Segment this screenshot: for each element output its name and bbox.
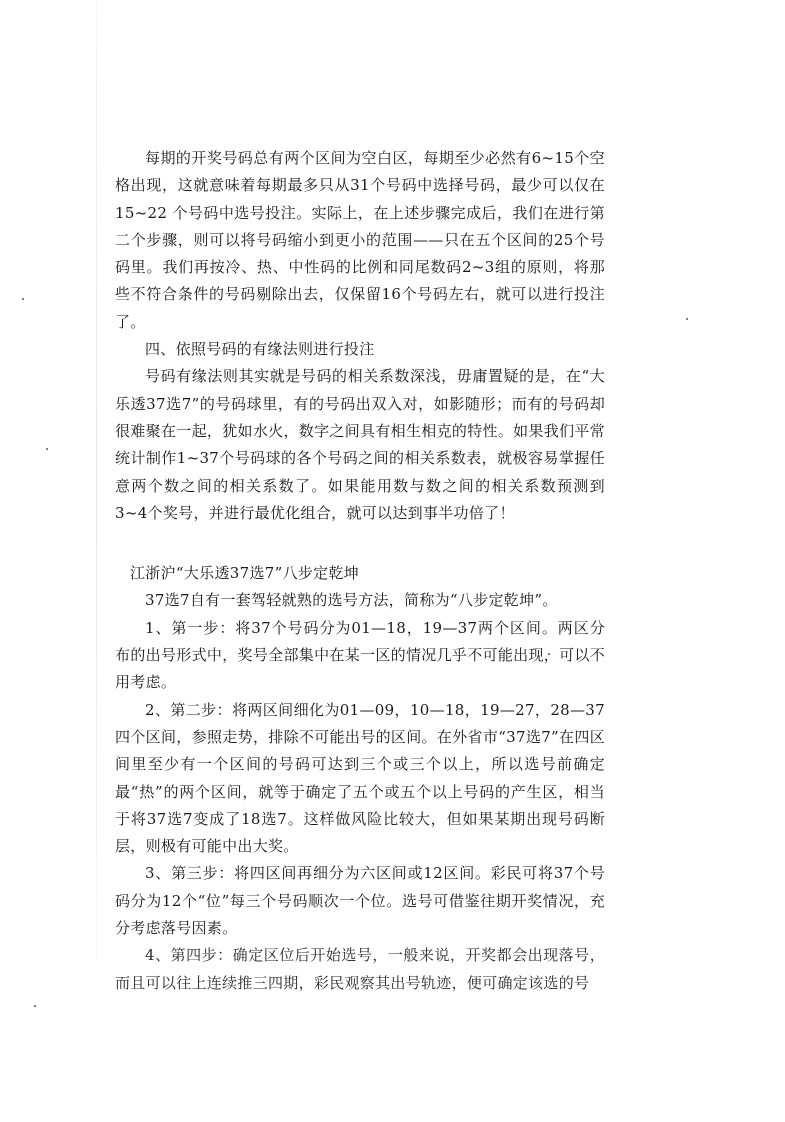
paragraph-affinity-rule: 号码有缘法则其实就是号码的相关系数深浅，毋庸置疑的是，在“大乐透37选7”的号码球里，有的号码出双入对，如影随形；而有的号码却很难聚在一起，犹如水火，数字之间具有相生相克的特性。如果我们平常统计制作1~37个号码球的各个号码之间的相关系数表，就极容易掌握任意两个数之间的相关系数了。如果能用数与数之间的相关系数预测到3~4个奖号，并进行最优化组合，就可以达到事半功倍了！ xyxy=(115,367,605,522)
scan-speck xyxy=(686,318,688,320)
article-title: 江浙沪“大乐透37选7”八步定乾坤 xyxy=(130,564,360,583)
paragraph-intro: 37选7自有一套驾轻就熟的选号方法，简称为“八步定乾坤”。 xyxy=(145,591,558,610)
scan-speck xyxy=(22,298,24,300)
paragraph-blank-zones: 每期的开奖号码总有两个区间为空白区，每期至少必然有6~15个空格出现，这就意味着每期最多只从31个号码中选择号码，最少可以仅在15~22 个号码中选号投注。实际上，在上述步骤完成后，我们在进行第二个步骤，则可以将号码缩小到更小的范围——只在五个区间的25个号码里。我们再按冷、热、中性码的比例和同尾数码2~3组的原则，将那些不符合条件的号码剔除出去，仅保留16个号码左右，就可以进行投注了。 xyxy=(115,149,605,331)
paragraph-step-2: 2、第二步：将两区间细化为01—09，10—18，19—27，28—37四个区间，参照走势，排除不可能出号的区间。在外省市“37选7”在四区间里至少有一个区间的号码可达到三个或三个以上，所以选号前确定最“热”的两个区间，就等于确定了五个或五个以上号码的产生区，相当于将37选7变成了18选7。这样做风险比较大，但如果某期出现号码断层，则极有可能中出大奖。 xyxy=(115,700,605,856)
paragraph-step-3: 3、第三步：将四区间再细分为六区间或12区间。彩民可将37个号码分为12个“位”每三个号码顺次一个位。选号可借鉴往期开奖情况，充分考虑落号因素。 xyxy=(115,864,605,938)
scan-edge-shadow xyxy=(96,0,97,960)
paragraph-gap xyxy=(115,527,605,560)
paragraph-step-4: 4、第四步：确定区位后开始选号，一般来说，开奖都会出现落号，而且可以往上连续推三四期，彩民观察其出号轨迹，便可确定该选的号 xyxy=(115,946,605,992)
scan-speck xyxy=(46,448,48,450)
paragraph-step-1: 1、第一步：将37个号码分为01—18，19—37两个区间。两区分布的出号形式中，奖号全部集中在某一区的情况几乎不可能出现，可以不用考虑。 xyxy=(115,618,605,692)
section-heading-4: 四、依照号码的有缘法则进行投注 xyxy=(145,340,375,359)
document-body xyxy=(115,145,605,997)
scan-speck xyxy=(34,1005,36,1007)
